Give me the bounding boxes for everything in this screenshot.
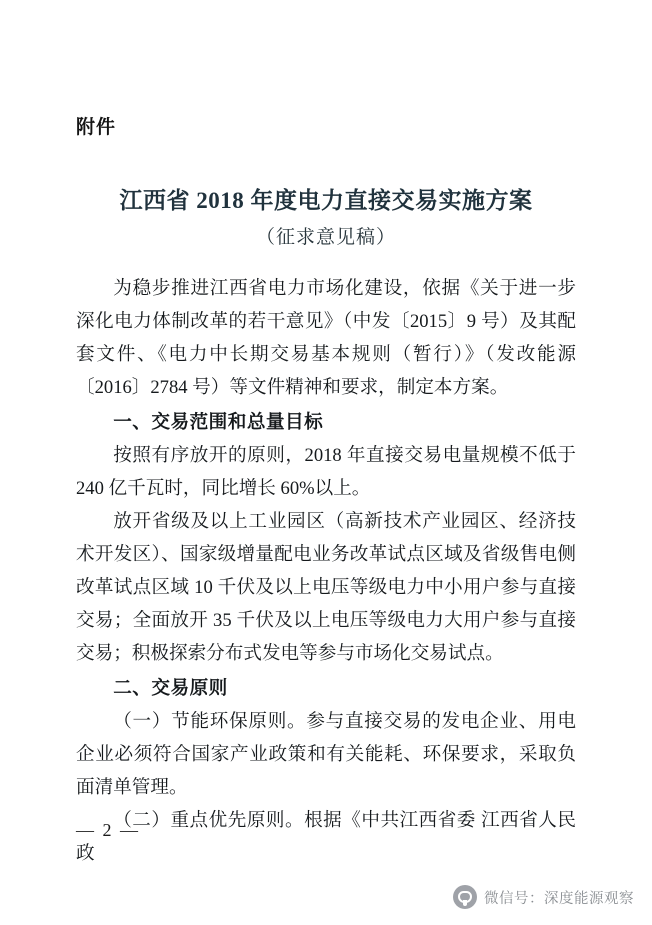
body-paragraph: （一）节能环保原则。参与直接交易的发电企业、用电企业必须符合国家产业政策和有关能耗、环保要求，采取负面清单管理。 — [76, 711, 576, 798]
body-paragraph: 按照有序放开的原则，2018 年直接交易电量规模不低于 240 亿千瓦时，同比增长 60%以上。 — [76, 445, 576, 499]
watermark-label: 微信号：深度能源观察 — [484, 890, 634, 907]
body-paragraph: 放开省级及以上工业园区（高新技术产业园区、经济技术开发区）、国家级增量配电业务改革试点区域及省级售电侧改革试点区域 10 千伏及以上电压等级电力中小用户参与直接交易；全面放开 35 千伏及以上电压等级电力大用户参与直接交易；积极探索分布式发电等参与市场化交易试点。 — [76, 511, 576, 664]
megaphone-icon — [453, 885, 477, 909]
body-paragraph: 为稳步推进江西省电力市场化建设，依据《关于进一步深化电力体制改革的若干意见》（中发〔2015〕9 号）及其配套文件、《电力中长期交易基本规则（暂行）》（发改能源〔2016〕2784 号）等文件精神和要求，制定本方案。 — [76, 278, 576, 398]
page-title: 江西省 2018 年度电力直接交易实施方案 — [119, 188, 533, 213]
page-number: — 2 — — [76, 820, 140, 840]
body-paragraph: （二）重点优先原则。根据《中共江西省委 江西省人民政 — [76, 810, 576, 864]
section-heading-1: 一、交易范围和总量目标 — [113, 412, 324, 433]
document-subtitle: （征求意见稿） — [255, 227, 396, 248]
attachment-label: 附件 — [76, 117, 117, 138]
watermark — [453, 885, 634, 909]
section-heading-2: 二、交易原则 — [113, 678, 228, 699]
document-body — [76, 272, 576, 870]
